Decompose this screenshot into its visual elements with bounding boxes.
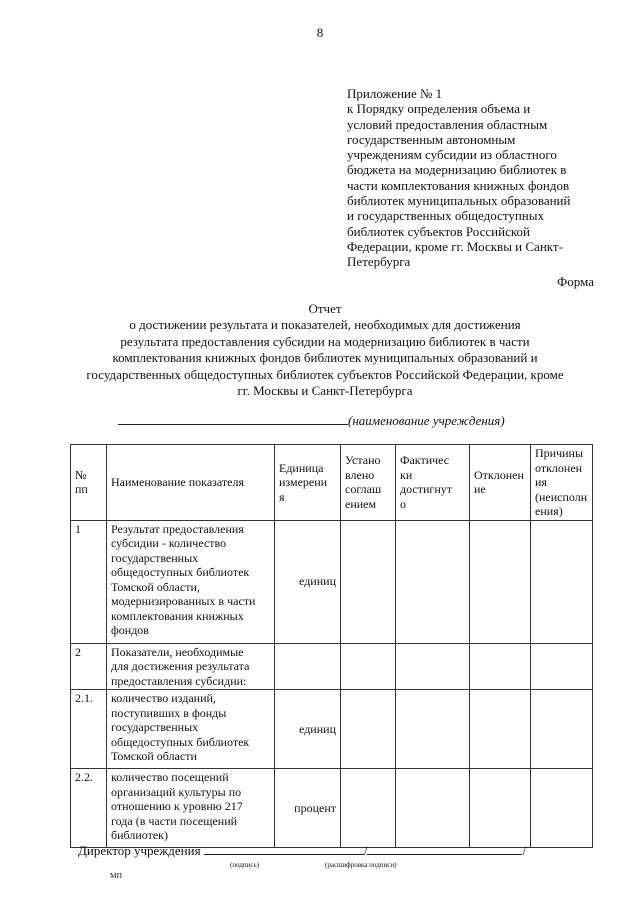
annex-line: условий предоставления областным (347, 116, 548, 132)
name-line: государственных (111, 720, 199, 734)
header-line: влено (345, 467, 375, 482)
organization-blank[interactable] (118, 413, 348, 425)
table-row (71, 643, 593, 690)
reasons-cell[interactable] (531, 690, 593, 769)
annex-line: Петербурга (347, 254, 411, 270)
header-line: достигнут (400, 482, 452, 497)
name-line: государственных (111, 550, 199, 565)
actual-cell[interactable] (396, 769, 470, 848)
name-line: для достижения результата (111, 659, 250, 673)
signature-line (78, 843, 526, 859)
name-cell (107, 520, 275, 643)
unit-cell[interactable]: единиц (275, 690, 341, 769)
header-cell (531, 445, 593, 521)
header-line: Наименование показателя (111, 475, 244, 489)
signature-caption: (подпись) (230, 861, 260, 869)
header-cell (71, 445, 107, 521)
name-line: субсидии - количество (111, 536, 227, 550)
annex-line: библиотек субъектов Российской (347, 223, 530, 239)
reasons-cell[interactable] (531, 769, 593, 848)
header-line: (неисполн (535, 489, 588, 504)
deviation-cell[interactable] (470, 520, 531, 643)
title-line: гг. Москвы и Санкт-Петербурга (237, 383, 413, 399)
name-line: организаций культуры по (111, 784, 242, 799)
name-line: общедоступных библиотек (111, 565, 250, 579)
annex-line: части комплектования книжных фондов (347, 177, 570, 193)
deviation-cell[interactable] (470, 690, 531, 769)
name-line: Томской области (111, 749, 197, 763)
established-cell[interactable] (341, 769, 396, 848)
name-line: модернизированных в части (111, 594, 256, 608)
annex-line: и государственных общедоступных (347, 208, 544, 224)
decoding-caption: (расшифровка подписи) (325, 861, 397, 869)
separator-end: / (522, 843, 527, 858)
deviation-cell[interactable] (470, 769, 531, 848)
header-line: ки (400, 467, 413, 482)
name-line: библиотек) (111, 828, 168, 842)
form-label: Форма (557, 274, 594, 289)
report-title (60, 301, 590, 399)
stamp-label: МП (110, 871, 123, 880)
header-line: отклонен (535, 460, 583, 475)
name-cell (107, 769, 275, 848)
name-line: фондов (111, 623, 149, 637)
name-line: количество посещений (111, 770, 229, 784)
annex-line: учреждениям субсидии из областного (347, 147, 557, 163)
organization-hint: (наименование учреждения) (348, 413, 505, 428)
decoding-blank[interactable] (367, 843, 522, 855)
header-line: Отклонен (474, 467, 524, 482)
deviation-cell[interactable] (470, 643, 531, 690)
name-line: общедоступных библиотек (111, 734, 250, 749)
header-line: пп (75, 482, 88, 497)
header-line: Устано (345, 453, 381, 468)
table-header-row (71, 445, 593, 521)
organization-line (118, 413, 505, 429)
name-line: отношению к уровню 217 (111, 799, 243, 813)
actual-cell[interactable] (396, 643, 470, 690)
director-label: Директор учреждения (78, 843, 201, 858)
name-line: предоставления субсидии: (111, 673, 247, 688)
unit-cell[interactable]: процент (275, 769, 341, 848)
report-table (70, 444, 593, 848)
num-cell: 2.2. (71, 769, 107, 848)
header-line: Единица (279, 460, 324, 475)
annex-line: Приложение № 1 (347, 86, 443, 101)
title-line: Отчет (308, 301, 342, 316)
annex-line: библиотек муниципальных образований (347, 193, 571, 209)
annex-block (347, 86, 597, 270)
annex-line: Федерации, кроме гг. Москвы и Санкт- (347, 238, 563, 254)
annex-line: к Порядку определения объема и (347, 101, 531, 117)
header-cell (341, 445, 396, 521)
table-row (71, 690, 593, 769)
name-line: Показатели, необходимые (111, 644, 244, 659)
header-cell (275, 445, 341, 521)
header-line: ия (535, 475, 547, 489)
actual-cell[interactable] (396, 520, 470, 643)
header-line: соглаш (345, 482, 382, 497)
name-cell (107, 690, 275, 769)
separator: / (363, 843, 368, 858)
header-line: Фактичес (400, 453, 450, 468)
header-line: измерени (279, 475, 328, 489)
name-line: комплектования книжных (111, 608, 244, 623)
name-line: поступивших в фонды (111, 705, 227, 720)
page-number: 8 (316, 25, 324, 40)
name-line: Томской области, (111, 579, 200, 594)
title-line: о достижении результата и показателей, необходимых для достижения (129, 317, 521, 333)
header-line: ения) (535, 504, 563, 518)
header-cell (470, 445, 531, 521)
annex-line: бюджета на модернизацию библиотек в (347, 162, 567, 178)
header-line: я (279, 489, 285, 504)
annex-line: государственным автономным (347, 131, 516, 147)
unit-cell[interactable]: единиц (275, 520, 341, 643)
header-cell (107, 445, 275, 521)
name-cell (107, 643, 275, 690)
actual-cell[interactable] (396, 690, 470, 769)
header-line: Причины (535, 446, 584, 460)
title-line: комплектования книжных фондов библиотек муниципальных образований и (112, 350, 538, 366)
name-line: года (в части посещений (111, 813, 238, 828)
unit-cell[interactable] (275, 643, 341, 690)
title-line: результата предоставления субсидии на модернизацию библиотек в части (120, 333, 530, 349)
num-cell: 1 (71, 520, 107, 643)
reasons-cell[interactable] (531, 520, 593, 643)
header-line: ие (474, 482, 486, 497)
name-line: Результат предоставления (111, 521, 244, 536)
table-row (71, 769, 593, 848)
num-cell: 2.1. (71, 690, 107, 769)
established-cell[interactable] (341, 520, 396, 643)
name-line: количество изданий, (111, 691, 216, 705)
title-line: государственных общедоступных библиотек субъектов Российской Федерации, кроме (86, 366, 564, 382)
num-cell: 2 (71, 643, 107, 690)
table-row (71, 520, 593, 643)
header-line: ением (345, 496, 377, 511)
established-cell[interactable] (341, 690, 396, 769)
header-line: № (75, 467, 87, 482)
reasons-cell[interactable] (531, 643, 593, 690)
header-line: о (400, 496, 406, 511)
established-cell[interactable] (341, 643, 396, 690)
signature-blank[interactable] (204, 843, 364, 855)
header-cell (396, 445, 470, 521)
